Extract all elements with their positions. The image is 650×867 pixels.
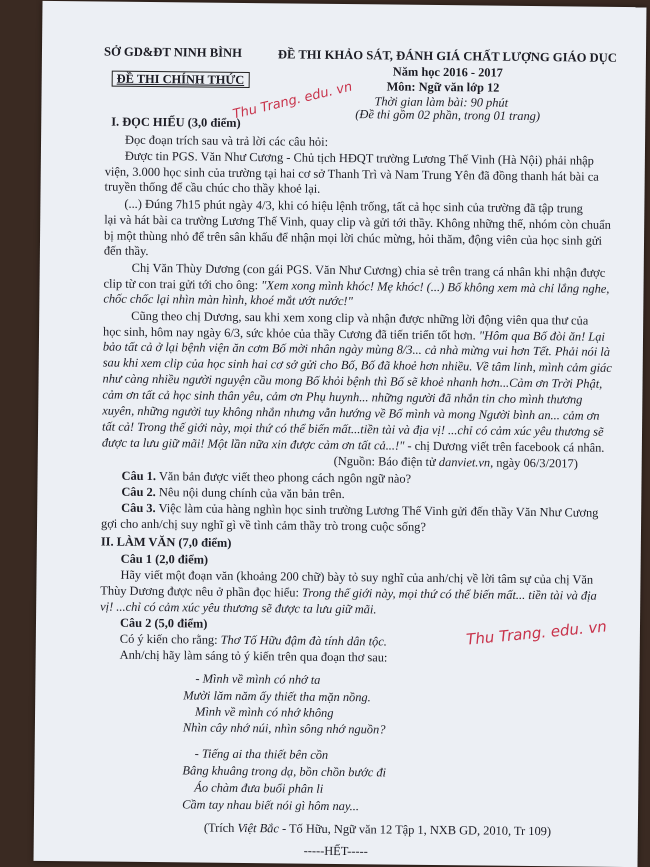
section-1-heading: I. ĐỌC HIỂU (3,0 điểm) [111, 114, 241, 130]
question-1: Câu 1. Văn bản được viết theo phong cách ngôn ngữ nào? [121, 468, 412, 486]
handwritten-watermark: Thu Trang. edu. vn [231, 79, 354, 123]
poem-line: Áo chàm đưa buổi phân li [194, 780, 324, 796]
body-line: lại và hát bài ca trường Lương Thế Vinh, quay clip và gửi tới thầy. Không những thế, nhóm còn chuẩn [104, 212, 611, 232]
source-citation: (Nguồn: Báo điện tử danviet.vn, ngày 06/3/2017) [333, 453, 578, 471]
body-line: Thùy Dương được nêu ở phần đọc hiểu: Trong thế giới này, mọi thứ có thể biến mất... tiền tài và địa [100, 583, 597, 603]
poem-line: Mười lăm năm ấy thiết tha mặn nồng. [183, 688, 371, 705]
essay-1-label: Câu 1 (2,0 điểm) [120, 551, 209, 567]
handwritten-watermark: Thu Trang. edu. vn [465, 617, 608, 649]
body-line: Anh/chị hãy làm sáng tỏ ý kiến trên qua đoạn thơ sau: [119, 647, 388, 665]
body-line: vị! ...chỉ có cảm xúc yêu thương sẽ được ta lưu giữ mãi. [100, 599, 377, 617]
body-line: Được tin PGS. Văn Như Cương - Chủ tịch HĐQT trường Lương Thế Vinh (Hà Nội) phải nhập [124, 148, 594, 168]
poem-line: Cầm tay nhau biết nói gì hôm nay... [182, 797, 360, 814]
body-line: bị một thùng nhỏ để trên sân khấu để nhận mọi lời chúc mừng, hỏi thăm, động viên của học sinh gửi [103, 228, 603, 248]
exam-paper [34, 1, 647, 867]
subject: Môn: Ngữ văn lớp 12 [386, 79, 500, 95]
section-2-heading: II. LÀM VĂN (7,0 điểm) [100, 534, 232, 550]
poem-citation: (Trích Việt Bắc - Tố Hữu, Ngữ văn 12 Tập 1, NXB GD, 2010, Tr 109) [203, 820, 552, 839]
exam-note: (Đề thi gồm 02 phần, trong 01 trang) [355, 107, 541, 124]
body-line: viện, 3.000 học sinh của trường tại hai cơ sở Thanh Trì và Nam Trung Yên đã đồng thanh hát bài ca [104, 164, 599, 184]
body-line: Cũng theo chị Dương, sau khi xem xong clip và nhận được những lời động viên qua thư của [131, 308, 589, 328]
department-name: SỞ GD&ĐT NINH BÌNH [103, 44, 243, 60]
body-line: bảo tất cả ở lại bệnh viện ăn cơm Bố mời nhân ngày mùng 8/3... cả nhà mừng vui hơn Tết. Phải nói là [102, 339, 611, 359]
question-2: Câu 2. Nêu nội dung chính của văn bản trên. [121, 484, 345, 502]
end-marker: -----HẾT----- [303, 843, 368, 859]
body-line: như càng nhiều người nguyện cầu mong Bố khỏi bệnh thì Bố sẽ khoẻ nhanh hơn...Cảm ơn Trời Phật, [102, 371, 603, 391]
body-line: Hãy viết một đoạn văn (khoảng 200 chữ) bày tỏ suy nghĩ của anh/chị về lời tâm sự của chị Văn [120, 567, 594, 587]
essay-2-label: Câu 2 (5,0 điểm) [119, 615, 208, 631]
exam-duration: Thời gian làm bài: 90 phút [374, 94, 509, 110]
body-line: clip từ con trai gửi tới cho ông: "Xem xong mình khóc! Mẹ khóc! (...) Bố không xem mà chỉ lắng nghe, [103, 276, 610, 296]
body-line: được ta lưu giữ mãi! Một lần nữa xin được cảm ơn tất cả...!" - chị Dương viết trên facebook cá nhân. [101, 435, 605, 455]
body-line: học sinh, hôm nay ngày 6/3, sức khỏe của thầy Cương đã tiến triển tốt hơn. "Hôm qua Bố đòi ăn! Lại [102, 324, 605, 344]
school-year: Năm học 2016 - 2017 [392, 64, 504, 80]
question-3-continued: gợi cho anh/chị suy nghĩ gì về tình cảm thầy trò trong cuộc sống? [100, 516, 426, 534]
official-exam-badge: ĐỀ THI CHÍNH THỨC [112, 72, 250, 88]
body-line: tất cả! Trong thế giới này, mọi thứ có thể biến mất...tiền tài và địa vị! ...chỉ có cảm xúc yêu thương sẽ [101, 419, 604, 439]
body-line: truyền thống để cầu chúc cho thầy khoẻ lại. [104, 179, 321, 196]
body-line: sau khi xem clip của học sinh hai cơ sở gửi cho Bố, Bố đã khoẻ hơn nhiều. Về tâm linh, mình cảm giác [102, 355, 612, 375]
body-line: cảm ơn tất cả học sinh thân yêu, cảm ơn Phụ huynh... những người đã nhắn tin cho mình thương [102, 387, 583, 407]
body-line: Đọc đoạn trích sau và trả lời các câu hỏi: [124, 132, 329, 149]
poem-line: Bâng khuâng trong dạ, bồn chồn bước đi [182, 763, 387, 780]
body-line: (...) Đúng 7h15 phút ngày 4/3, khi có hiệu lệnh trống, tất cả học sinh của trường đã tập trung [124, 196, 583, 216]
body-line: Có ý kiến cho rằng: Thơ Tố Hữu đậm đà tính dân tộc. [119, 631, 387, 649]
body-line: Chị Văn Thùy Dương (con gái PGS. Văn Như Cương) chia sẻ trên trang cá nhân khi nhận được [131, 260, 606, 280]
body-line: chốc chốc lại nhìn màn hình, khoé mắt ướt nước!" [103, 291, 353, 309]
poem-line: - Mình về mình có nhớ ta [195, 671, 321, 687]
poem-line: Mình về mình có nhớ không [195, 704, 334, 720]
exam-title: ĐỀ THI KHẢO SÁT, ĐÁNH GIÁ CHẤT LƯỢNG GIÁO DỤC [277, 47, 617, 65]
body-line: đến thầy. [103, 243, 149, 258]
poem-line: Nhìn cây nhớ núi, nhìn sông nhớ nguồn? [182, 720, 386, 737]
poem-line: - Tiếng ai tha thiết bên cồn [194, 746, 329, 762]
question-3: Câu 3. Việc làm của hàng nghìn học sinh trường Lương Thế Vinh gửi đến thầy Văn Như Cương [121, 500, 599, 520]
body-line: xuyên, những người tuy không nhắn nhưng vẫn hướng về Bố mình và mong Người bình an... cảm ơn [102, 403, 600, 423]
